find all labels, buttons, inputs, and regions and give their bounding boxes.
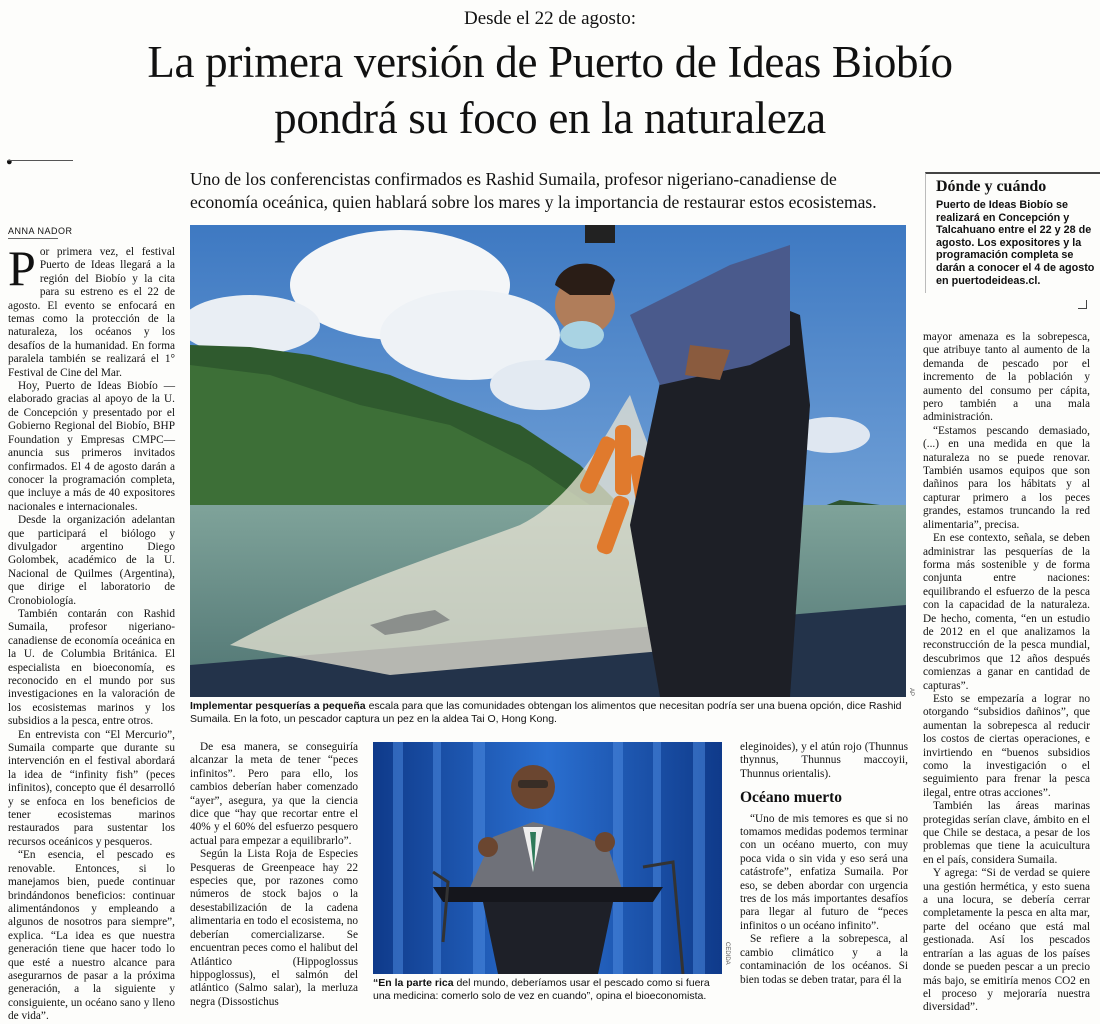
divider	[8, 160, 73, 161]
deck: Uno de los conferencistas confirmados es Rashid Sumaila, profesor nigeriano-canadiense de economía oceánica, quien hablará sobre los mares y la importancia de restaurar estos ecosistemas.	[190, 169, 877, 212]
bullet-icon: ●	[6, 156, 13, 168]
fisherman-photo	[190, 225, 906, 697]
speaker-photo-illustration	[373, 742, 722, 974]
paragraph: Y agrega: “Si de verdad se quiere una gestión hermética, y esto suena a una locura, se debería cerrar completamente la pesca en alta mar, parte del océano que está mal gestionada. Así los pescados entrarían a las aguas de los países donde se pueden pescar a un precio más bajo, se emitiría menos CO2 en el proceso y mejoraría nuestra diversidad”.	[923, 867, 1090, 1014]
paragraph: También contarán con Rashid Sumaila, profesor nigeriano-canadiense de economía oceánica en la U. de Columbia Británica. El especialista en bioeconomía, es reconocido en el mundo por sus investigaciones en la valoración de los ecosistemas marinos y los subsidios a la pesca, entre otros.	[8, 607, 175, 728]
photo-credit: AP	[908, 688, 914, 697]
headline	[0, 34, 1100, 146]
paragraph: En ese contexto, señala, se deben administrar las pesquerías de la forma más sostenible y de forma conjunta entre naciones: equilibrando el esfuerzo de la pesca con la capacidad de la naturaleza. De hecho, comenta, “en un estudio de 2012 en el que analizamos la reconstrucción de la pesca mundial, descubrimos que 12 años después comienzas a ganar en cantidad de capturas”.	[923, 532, 1090, 692]
drop-cap: P	[8, 240, 36, 296]
fisherman-photo-illustration	[190, 225, 906, 697]
paragraph: “En esencia, el pescado es renovable. Entonces, si lo manejamos bien, puede continuar brindándonos beneficios: continuar alimentándonos y empleando a algunos de nosotros para siempre”, explica. “La idea es que nuestra generación tiene que hacer todo lo que esté a nuestro alcance para asegurarnos de pasar a la próxima generación, a la siguiente y consiguiente, un océano sano y lleno de vida”.	[8, 849, 175, 1023]
paragraph: mayor amenaza es la sobrepesca, que atribuye tanto al aumento de la demanda de pescado por el incremento de la población y aumento del consumo per cápita, pero también a una mala administración.	[923, 331, 1090, 424]
headline-line-2: pondrá su foco en la naturaleza	[274, 93, 826, 143]
photo-caption: Implementar pesquerías a pequeña escala para que las comunidades obtengan los alimentos que necesitan podría ser una buena opción, dice Rashid Sumaila. En la foto, un pescador captura un pez en la aldea Tai O, Hong Kong.	[190, 700, 902, 725]
kicker: Desde el 22 de agosto:	[463, 8, 636, 29]
column-1	[8, 240, 175, 1024]
paragraph: En entrevista con “El Mercurio”, Sumaila comparte que durante su intervención en el festival abordará la idea de “infinity fish” (peces infinitos), concepto que él desarrolló y se enfoca en los beneficios de tener ecosistemas marinos restaurados para sustentar los recursos oceánicos y pesqueros.	[8, 728, 175, 848]
paragraph: Hoy, Puerto de Ideas Biobío —elaborado gracias al apoyo de la U. de Concepción y presentado por el Gobierno Regional del Biobío, BHP Foundation y Empresas CMPC— anuncia sus primeros invitados confirmados. El 4 de agosto darán a conocer la programación completa, que incluye a más de 40 expositores nacionales e internacionales.	[8, 380, 175, 513]
column-4	[923, 331, 1090, 1015]
speaker-photo	[373, 742, 722, 974]
section-subhead: Océano muerto	[740, 789, 843, 807]
paragraph: De esa manera, se conseguiría alcanzar la meta de tener “peces infinitos”. Pero para ello, los cambios deberían haber comenzado “ayer”, asegura, ya que la ciencia dice que “hay que recortar entre el 40% y el 60% del esfuerzo pesquero actual para empezar a equilibrarlo”.	[190, 741, 358, 847]
paragraph: Por primera vez, el festival Puerto de Ideas llegará a la región del Biobío y la cita para su estreno es el 22 de agosto. El evento se enfocará en temas como la protección de la naturaleza, los océanos y los desafíos de la humanidad. En forma paralela también se realizará el 1° Festival de Cine del Mar.	[8, 240, 175, 379]
photo-credit: CEDIDA	[724, 942, 730, 965]
paragraph: “Uno de mis temores es que si no tomamos medidas podemos terminar con un océano muerto, con muy poca vida o sin vida y eso será una catástrofe”, enfatiza Sumaila. Por eso, se deben abordar con urgencia tres de los más importantes desafíos para llegar al futuro de “peces infinitos o un océano infinito”.	[740, 812, 908, 932]
paragraph: “Estamos pescando demasiado, (...) en una medida en que la naturaleza no se puede renovar. También usamos equipos que son dañinos para los hábitats y al capturar primero a los peces grandes, estamos truncando la red alimentaria”, precisa.	[923, 424, 1090, 531]
column-3	[740, 741, 908, 987]
paragraph: Se refiere a la sobrepesca, al cambio climático y a la contaminación de los océanos. Si bien todas se deben tratar, para él la	[740, 933, 908, 986]
box-corner	[1078, 300, 1087, 309]
column-2	[190, 741, 358, 1009]
paragraph: Según la Lista Roja de Especies Pesqueras de Greenpeace hay 22 especies que, por razones como números de stock bajos o la desestabilización de la cadena alimentaria en todo el ecosistema, no deberían comercializarse. Se encuentran peces como el halibut del Atlántico (Hippoglossus hippoglossus), el salmón del atlántico (Salmo salar), la merluza negra (Dissostichus	[190, 848, 358, 1008]
photo-caption: “En la parte rica del mundo, deberíamos usar el pescado como si fuera una medicina: comerlo solo de vez en cuando”, opina el bioeconomista.	[373, 977, 710, 1002]
paragraph: eleginoides), y el atún rojo (Thunnus thynnus, Thunnus maccoyii, Thunnus orientalis).	[740, 741, 908, 780]
paragraph: Desde la organización adelantan que participará el biólogo y divulgador argentino Diego Golombek, académico de la U. Nacional de Quilmes (Argentina), que dirige el laboratorio de Cronobiología.	[8, 514, 175, 607]
divider	[8, 238, 58, 239]
author-byline: ANNA NADOR	[8, 226, 73, 236]
paragraph: Esto se empezaría a lograr no otorgando “subsidios dañinos”, que aumentan la sobrepesca al reducir los costos de ciertas operaciones, e invirtiendo en “buenos subsidios como la investigación o el seguimiento para frenar la pesca ilegal, entre otras acciones”.	[923, 692, 1090, 799]
info-box-text: Puerto de Ideas Biobío se realizará en Concepción y Talcahuano entre el 22 y 28 de agosto. Los expositores y la programación completa se darán a conocer el 4 de agosto en puertodeideas.cl.	[936, 199, 1095, 287]
info-box	[925, 172, 1100, 293]
info-box-title: Dónde y cuándo	[936, 178, 1047, 195]
headline-line-1: La primera versión de Puerto de Ideas Biobío	[147, 37, 953, 87]
paragraph: También las áreas marinas protegidas serían clave, ámbito en el que Chile se destaca, a pesar de los problemas que tiene la acuicultura en el país, considera Sumaila.	[923, 800, 1090, 866]
